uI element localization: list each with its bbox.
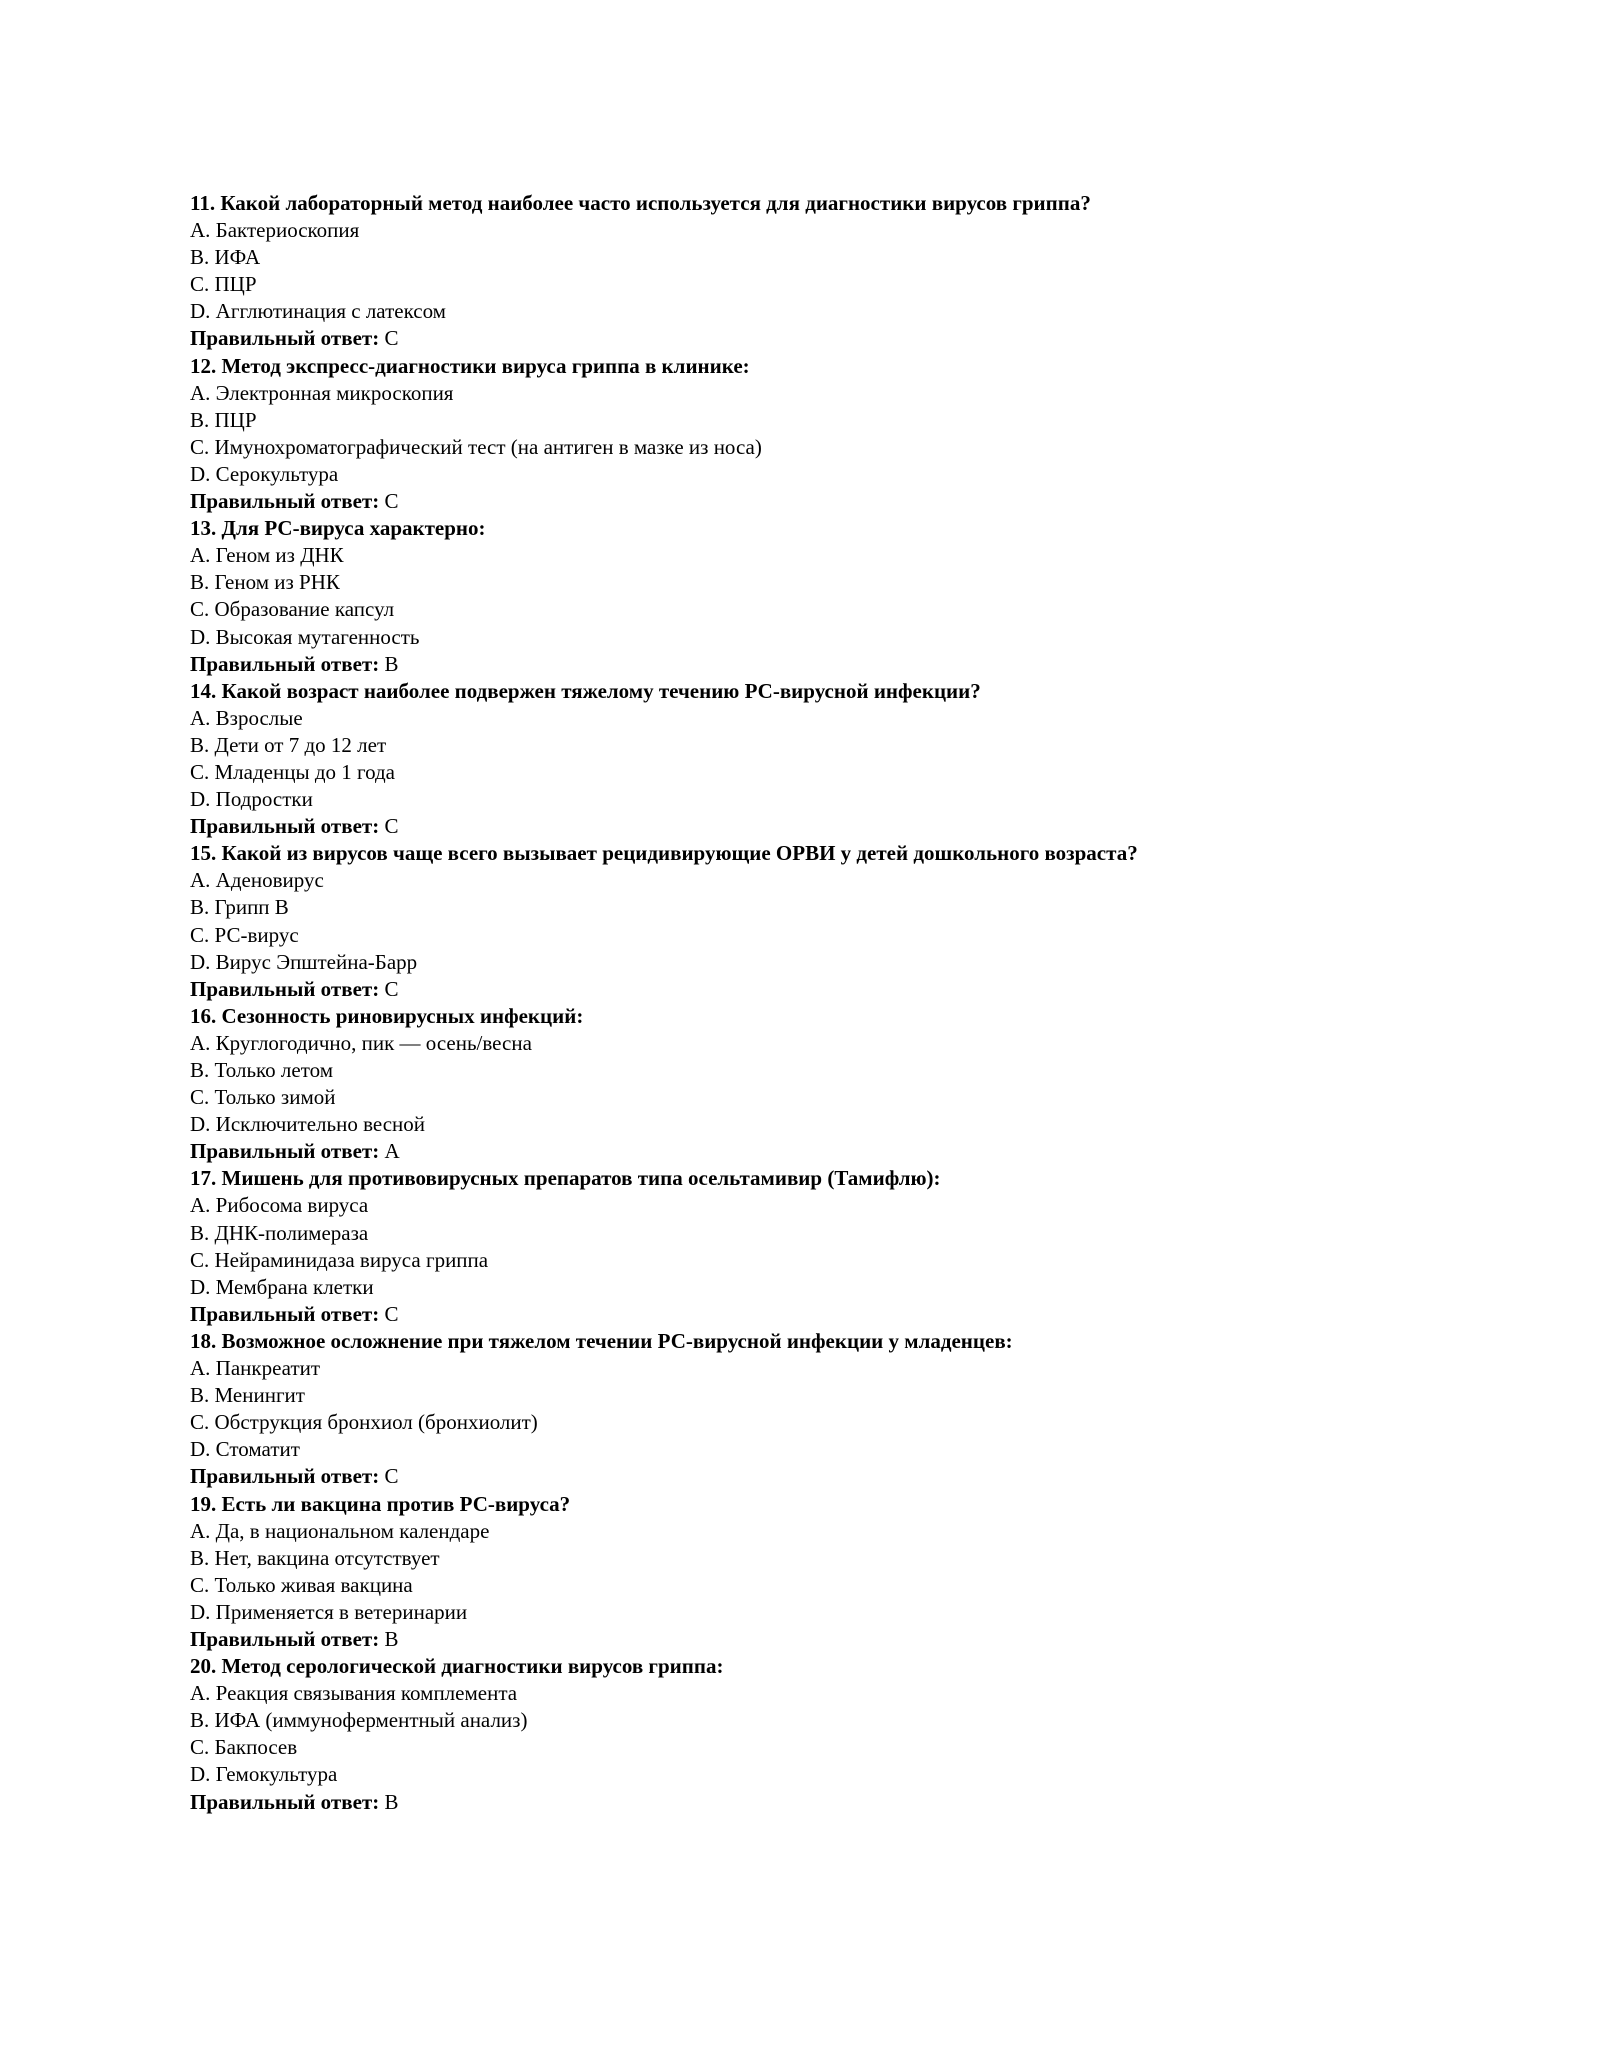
quiz-document	[190, 190, 1490, 1816]
answer-option: D. Высокая мутагенность	[190, 624, 420, 649]
correct-answer-label: Правильный ответ:	[190, 1464, 380, 1489]
correct-answer-label: Правильный ответ:	[190, 1301, 380, 1326]
question-block	[190, 1653, 1490, 1816]
question-title: 20. Метод серологической диагностики вирусов гриппа:	[190, 1654, 724, 1679]
answer-option: A. Реакция связывания комплемента	[190, 1681, 518, 1706]
answer-option: A. Круглогодично, пик — осень/весна	[190, 1030, 532, 1055]
correct-answer	[190, 1138, 1490, 1165]
answer-option: B. ПЦР	[190, 407, 257, 432]
question-block	[190, 1491, 1490, 1654]
question-title: 13. Для РС-вируса характерно:	[190, 516, 486, 541]
correct-answer	[190, 325, 1490, 352]
answer-option: A. Аденовирус	[190, 868, 324, 893]
answer-option: C. Обструкция бронхиол (бронхиолит)	[190, 1410, 538, 1435]
correct-answer	[190, 1301, 1490, 1328]
question-block	[190, 840, 1490, 1003]
answer-option: B. Геном из РНК	[190, 570, 340, 595]
question-block	[190, 678, 1490, 841]
answer-option: A. Бактериоскопия	[190, 218, 360, 243]
correct-answer-value: B	[384, 651, 399, 676]
question-title: 11. Какой лабораторный метод наиболее часто используется для диагностики вирусов гриппа?	[190, 191, 1091, 215]
correct-answer	[190, 1789, 1490, 1816]
correct-answer-label: Правильный ответ:	[190, 976, 380, 1001]
answer-option: C. Только живая вакцина	[190, 1572, 413, 1597]
answer-option: C. Только зимой	[190, 1085, 336, 1110]
answer-option: D. Подростки	[190, 787, 313, 812]
answer-option: A. Да, в национальном календаре	[190, 1518, 490, 1543]
question-block	[190, 190, 1490, 353]
answer-option: A. Взрослые	[190, 705, 303, 730]
answer-option: A. Панкреатит	[190, 1356, 321, 1381]
answer-option: D. Применяется в ветеринарии	[190, 1599, 468, 1624]
answer-option: A. Рибосома вируса	[190, 1193, 369, 1218]
question-title: 17. Мишень для противовирусных препаратов типа осельтамивир (Тамифлю):	[190, 1166, 941, 1191]
question-title: 15. Какой из вирусов чаще всего вызывает рецидивирующие ОРВИ у детей дошкольного возраста?	[190, 841, 1138, 866]
answer-option: A. Электронная микроскопия	[190, 380, 454, 405]
correct-answer-label: Правильный ответ:	[190, 1626, 380, 1651]
correct-answer	[190, 1626, 1490, 1653]
correct-answer-label: Правильный ответ:	[190, 814, 380, 839]
answer-option: C. Образование капсул	[190, 597, 395, 622]
correct-answer	[190, 976, 1490, 1003]
answer-option: B. Дети от 7 до 12 лет	[190, 732, 387, 757]
correct-answer-label: Правильный ответ:	[190, 326, 380, 351]
question-title: 16. Сезонность риновирусных инфекций:	[190, 1003, 584, 1028]
correct-answer-value: C	[384, 814, 399, 839]
question-title: 19. Есть ли вакцина против РС-вируса?	[190, 1491, 571, 1516]
answer-option: B. ИФА (иммуноферментный анализ)	[190, 1708, 528, 1733]
answer-option: D. Мембрана клетки	[190, 1274, 374, 1299]
correct-answer-value: C	[384, 1301, 399, 1326]
correct-answer-value: A	[384, 1139, 400, 1164]
question-title: 18. Возможное осложнение при тяжелом течении РС-вирусной инфекции у младенцев:	[190, 1328, 1013, 1353]
correct-answer	[190, 1463, 1490, 1490]
correct-answer-value: B	[384, 1789, 399, 1814]
answer-option: C. Младенцы до 1 года	[190, 759, 395, 784]
answer-option: D. Вирус Эпштейна-Барр	[190, 949, 418, 974]
answer-option: C. Нейраминидаза вируса гриппа	[190, 1247, 489, 1272]
answer-option: A. Геном из ДНК	[190, 543, 344, 568]
answer-option: D. Исключительно весной	[190, 1112, 425, 1137]
answer-option: B. Только летом	[190, 1058, 334, 1082]
answer-option: B. Нет, вакцина отсутствует	[190, 1545, 440, 1570]
correct-answer-value: C	[384, 489, 399, 514]
answer-option: D. Гемокультура	[190, 1762, 338, 1787]
correct-answer-value: B	[384, 1626, 399, 1651]
question-title: 12. Метод экспресс-диагностики вируса гриппа в клинике:	[190, 353, 750, 378]
answer-option: B. ИФА	[190, 245, 261, 270]
correct-answer-label: Правильный ответ:	[190, 1139, 380, 1164]
correct-answer	[190, 488, 1490, 515]
answer-option: D. Агглютинация с латексом	[190, 299, 446, 324]
question-title: 14. Какой возраст наиболее подвержен тяжелому течению РС-вирусной инфекции?	[190, 678, 981, 703]
answer-option: C. РС-вирус	[190, 922, 299, 947]
correct-answer-label: Правильный ответ:	[190, 651, 380, 676]
answer-option: B. Менингит	[190, 1383, 305, 1408]
correct-answer-value: C	[384, 1464, 399, 1489]
answer-option: C. ПЦР	[190, 272, 257, 297]
answer-option: B. ДНК-полимераза	[190, 1220, 369, 1245]
question-block	[190, 1165, 1490, 1328]
correct-answer-label: Правильный ответ:	[190, 1789, 380, 1814]
correct-answer-value: C	[384, 326, 399, 351]
answer-option: C. Бакпосев	[190, 1735, 298, 1760]
correct-answer-label: Правильный ответ:	[190, 489, 380, 514]
question-block	[190, 353, 1490, 516]
correct-answer	[190, 813, 1490, 840]
answer-option: D. Серокультура	[190, 461, 339, 486]
correct-answer-value: C	[384, 976, 399, 1001]
question-block	[190, 1328, 1490, 1491]
answer-option: C. Имунохроматографический тест (на антиген в мазке из носа)	[190, 434, 762, 459]
answer-option: D. Стоматит	[190, 1437, 300, 1462]
question-block	[190, 515, 1490, 678]
question-block	[190, 1003, 1490, 1166]
answer-option: B. Грипп B	[190, 895, 289, 920]
correct-answer	[190, 651, 1490, 678]
